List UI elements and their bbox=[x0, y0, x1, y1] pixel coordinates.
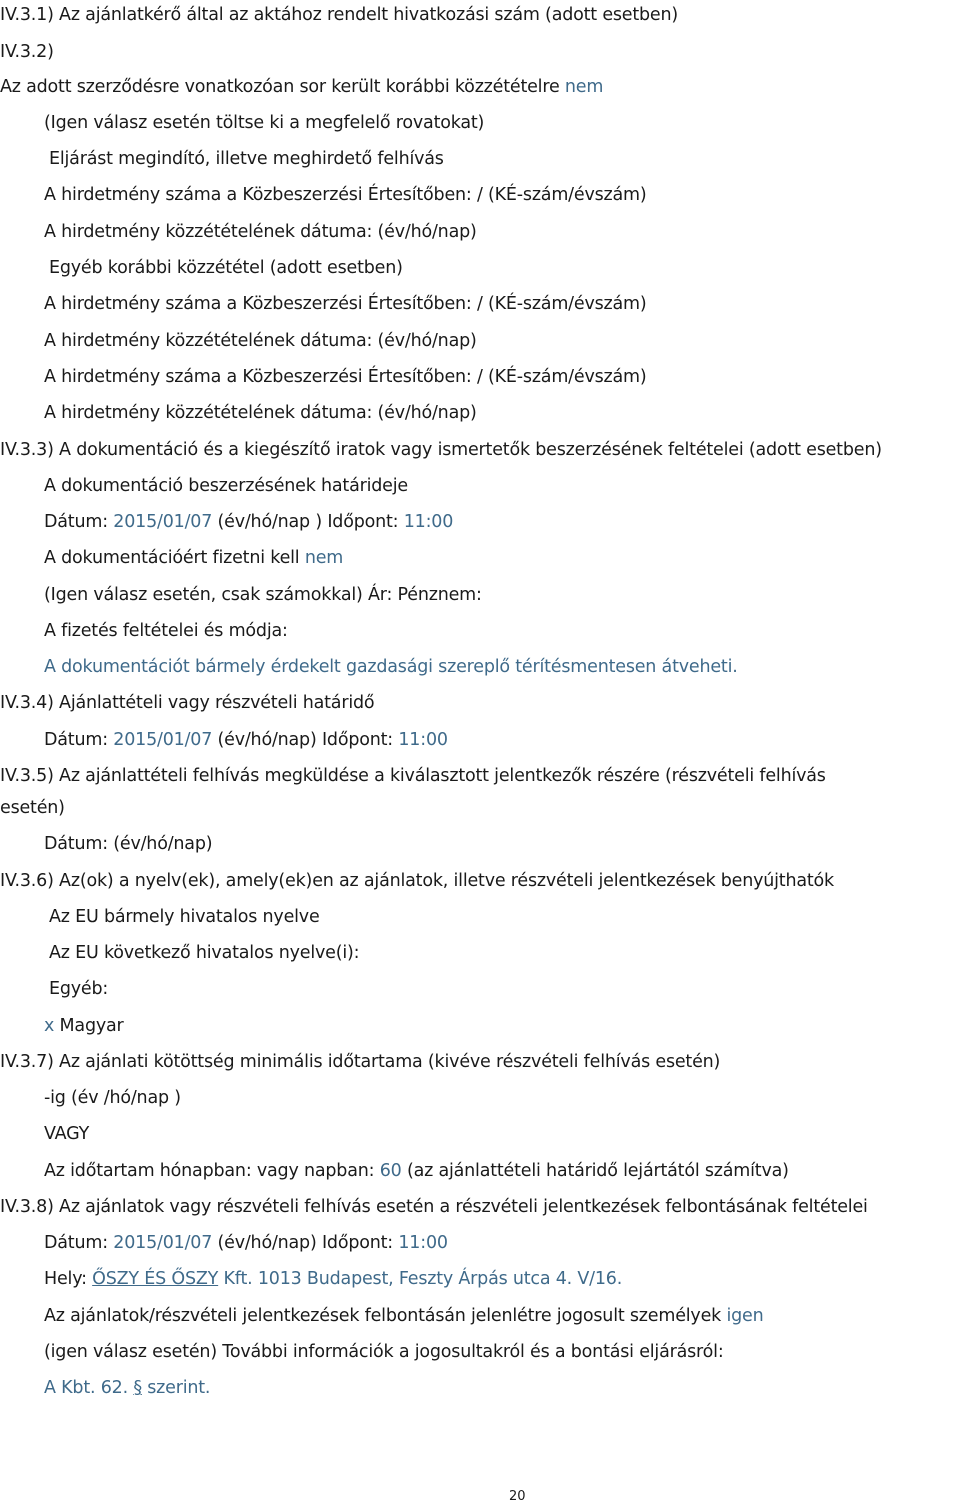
payment-terms-label: A fizetés feltételei és módja: bbox=[44, 621, 288, 641]
opening-time-value: 11:00 bbox=[398, 1233, 448, 1253]
kbt-reference-line: A Kbt. 62. § szerint. bbox=[44, 1378, 211, 1398]
language-value: Magyar bbox=[54, 1016, 124, 1036]
language-option-other: Egyéb: bbox=[49, 979, 109, 999]
section-iv-3-3-heading: IV.3.3) A dokumentáció és a kiegészítő iratok vagy ismertetők beszerzésének feltételei (adott esetben) bbox=[0, 440, 882, 460]
section-iv-3-8-heading: IV.3.8) Az ajánlatok vagy részvételi felhívás esetén a részvételi jelentkezések felbontásának feltételei bbox=[0, 1197, 868, 1217]
section-iv-3-5-heading-cont: esetén) bbox=[0, 798, 65, 818]
payment-required-line: A dokumentációért fizetni kell nem bbox=[44, 548, 344, 568]
section-iv-3-5-heading: IV.3.5) Az ajánlattételi felhívás megküldése a kiválasztott jelentkezők részére (részvételi felhívás bbox=[0, 766, 826, 786]
prior-publication-value: nem bbox=[564, 77, 604, 97]
notice-number-line: A hirdetmény száma a Közbeszerzési Értesítőben: / (KÉ-szám/évszám) bbox=[44, 294, 647, 314]
notice-date-line: A hirdetmény közzétételének dátuma: (év/hó/nap) bbox=[44, 331, 477, 351]
invitation-date-line: Dátum: (év/hó/nap) bbox=[44, 834, 213, 854]
language-option-following: Az EU következő hivatalos nyelve(i): bbox=[49, 943, 360, 963]
attendance-line: Az ajánlatok/részvételi jelentkezések felbontásán jelenlétre jogosult személyek igen bbox=[44, 1306, 764, 1326]
section-sign: § bbox=[133, 1378, 142, 1398]
notice-date-line: A hirdetmény közzétételének dátuma: (év/hó/nap) bbox=[44, 222, 477, 242]
prior-publication-line bbox=[0, 76, 603, 98]
section-iv-3-6-heading: IV.3.6) Az(ok) a nyelv(ek), amely(ek)en az ajánlatok, illetve részvételi jelentkezések benyújthatók bbox=[0, 871, 834, 891]
notice-date-line: A hirdetmény közzétételének dátuma: (év/hó/nap) bbox=[44, 403, 477, 423]
tender-deadline-line: Dátum: 2015/01/07 (év/hó/nap) Időpont: 11:00 bbox=[44, 730, 448, 750]
attendance-value: igen bbox=[726, 1306, 764, 1326]
opening-date-value: 2015/01/07 bbox=[113, 1233, 213, 1253]
page-number: 20 bbox=[509, 1489, 526, 1504]
other-publication-subheading: Egyéb korábbi közzététel (adott esetben) bbox=[49, 258, 403, 278]
check-mark: x bbox=[44, 1016, 55, 1036]
further-info-line: (igen válasz esetén) További információk a jogosultakról és a bontási eljárásról: bbox=[44, 1342, 724, 1362]
price-line: (Igen válasz esetén, csak számokkal) Ár: Pénznem: bbox=[44, 585, 482, 605]
tender-date-value: 2015/01/07 bbox=[113, 730, 213, 750]
section-iv-3-1-heading: IV.3.1) Az ajánlatkérő által az aktához rendelt hivatkozási szám (adott esetben) bbox=[0, 5, 679, 25]
payment-terms-value: A dokumentációt bármely érdekelt gazdasági szereplő térítésmentesen átveheti. bbox=[44, 657, 738, 677]
opening-place-firm: ŐSZY ÉS ŐSZY bbox=[92, 1269, 219, 1289]
language-option-any: Az EU bármely hivatalos nyelve bbox=[49, 907, 320, 927]
documentation-date-line: Dátum: 2015/01/07 (év/hó/nap ) Időpont: 11:00 bbox=[44, 512, 454, 532]
documentation-deadline-label: A dokumentáció beszerzésének határideje bbox=[44, 476, 408, 496]
section-iv-3-7-heading: IV.3.7) Az ajánlati kötöttség minimális időtartama (kivéve részvételi felhívás esetén) bbox=[0, 1052, 721, 1072]
payment-required-value: nem bbox=[304, 548, 344, 568]
binding-duration-line: Az időtartam hónapban: vagy napban: 60 (az ajánlattételi határidő lejártától számítva) bbox=[44, 1161, 789, 1181]
opening-date-line: Dátum: 2015/01/07 (év/hó/nap) Időpont: 11:00 bbox=[44, 1233, 448, 1253]
section-iv-3-4-heading: IV.3.4) Ajánlattételi vagy részvételi határidő bbox=[0, 693, 375, 713]
language-selected-line bbox=[44, 1015, 124, 1037]
instruction-line: (Igen válasz esetén töltse ki a megfelelő rovatokat) bbox=[44, 113, 485, 133]
opening-place-address: Kft. 1013 Budapest, Feszty Árpás utca 4. V/16. bbox=[218, 1269, 623, 1289]
documentation-time-value: 11:00 bbox=[403, 512, 454, 532]
section-iv-3-2-heading: IV.3.2) bbox=[0, 42, 54, 62]
prior-publication-label: Az adott szerződésre vonatkozóan sor került korábbi közzétételre bbox=[0, 77, 565, 97]
notice-number-line: A hirdetmény száma a Közbeszerzési Értesítőben: / (KÉ-szám/évszám) bbox=[44, 367, 647, 387]
binding-until-line: -ig (év /hó/nap ) bbox=[44, 1088, 181, 1108]
tender-time-value: 11:00 bbox=[398, 730, 448, 750]
notice-number-line: A hirdetmény száma a Közbeszerzési Értesítőben: / (KÉ-szám/évszám) bbox=[44, 185, 647, 205]
notice-subheading: Eljárást megindító, illetve meghirdető felhívás bbox=[49, 149, 444, 169]
documentation-date-value: 2015/01/07 bbox=[113, 512, 213, 532]
binding-days-value: 60 bbox=[379, 1161, 402, 1181]
opening-place-line: Hely: ŐSZY ÉS ŐSZY Kft. 1013 Budapest, Feszty Árpás utca 4. V/16. bbox=[44, 1269, 623, 1289]
or-separator: VAGY bbox=[44, 1124, 90, 1144]
